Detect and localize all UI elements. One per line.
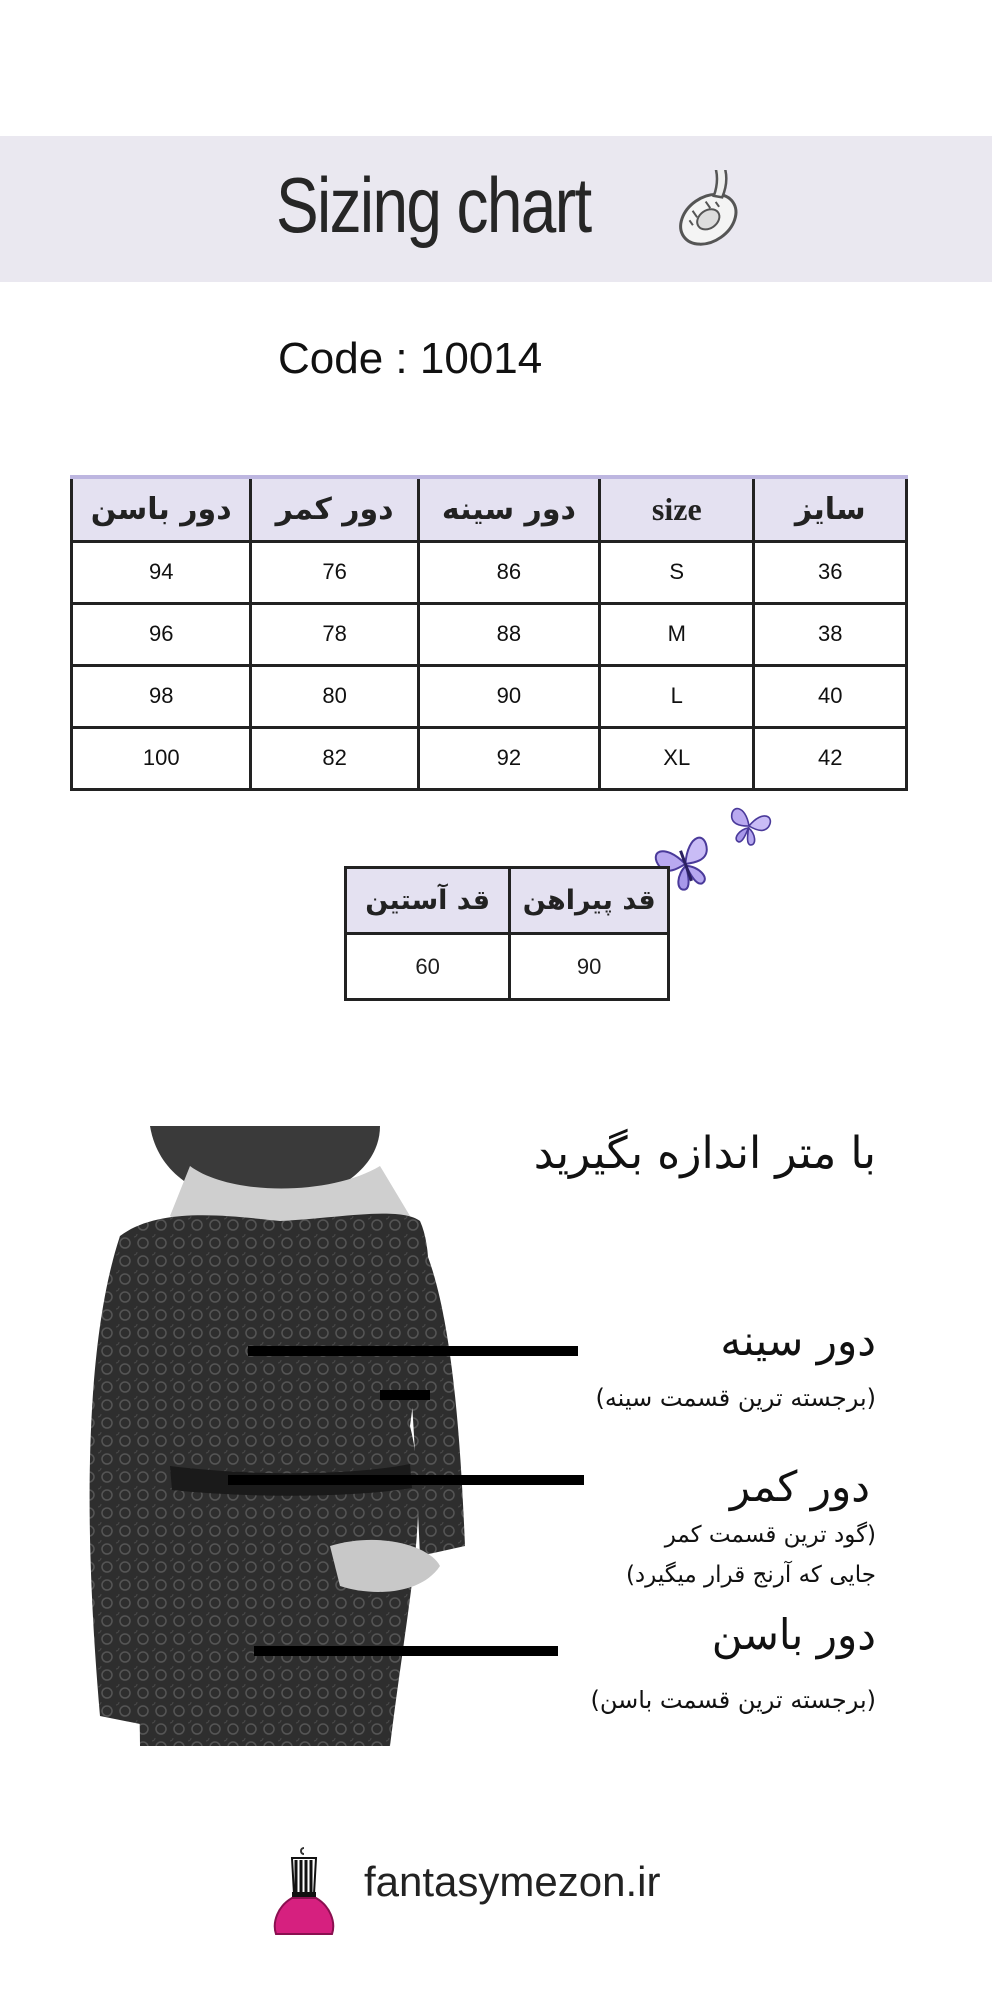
product-code: [278, 334, 542, 384]
cell-waist: 78: [251, 603, 418, 665]
code-label: Code :: [278, 334, 408, 383]
dress-logo-icon: [270, 1844, 338, 1940]
cell-size-number: 42: [754, 727, 907, 789]
header-size-latin: size: [600, 477, 754, 541]
cell-hip: 98: [72, 665, 251, 727]
cell-size-number: 40: [754, 665, 907, 727]
cell-waist: 82: [251, 727, 418, 789]
cell-dress-length: 90: [510, 934, 669, 1000]
bust-note: (برجسته ترین قسمت سینه): [595, 1384, 876, 1412]
header-dress-length: قد پیراهن: [510, 868, 669, 934]
cell-bust: 86: [418, 541, 599, 603]
cell-bust: 90: [418, 665, 599, 727]
header-sleeve-length: قد آستین: [346, 868, 510, 934]
measuring-tape-icon: [660, 170, 752, 262]
size-table-header: [72, 477, 907, 541]
bust-line-short: [380, 1390, 430, 1400]
table-row: [72, 603, 907, 665]
cell-waist: 80: [251, 665, 418, 727]
hip-note: (برجسته ترین قسمت باسن): [590, 1686, 876, 1714]
header-hip: دور باسن: [72, 477, 251, 541]
hip-title: دور باسن: [711, 1610, 876, 1659]
cell-waist: 76: [251, 541, 418, 603]
bust-line: [248, 1346, 578, 1356]
table-row: [346, 934, 669, 1000]
bust-title: دور سینه: [720, 1316, 876, 1365]
cell-bust: 92: [418, 727, 599, 789]
table-row: [72, 541, 907, 603]
cell-size-letter: XL: [600, 727, 754, 789]
cell-hip: 94: [72, 541, 251, 603]
cell-size-letter: S: [600, 541, 754, 603]
cell-size-number: 38: [754, 603, 907, 665]
length-table: [344, 866, 670, 1001]
length-table-header: [346, 868, 669, 934]
header-waist: دور کمر: [251, 477, 418, 541]
waist-title: دور کمر: [729, 1462, 870, 1511]
cell-sleeve-length: 60: [346, 934, 510, 1000]
waist-note: جایی که آرنج قرار میگیرد): [625, 1562, 876, 1588]
cell-size-number: 36: [754, 541, 907, 603]
header-bust: دور سینه: [418, 477, 599, 541]
waist-note: (گود ترین قسمت کمر: [664, 1522, 876, 1548]
waist-line: [228, 1475, 584, 1485]
cell-hip: 96: [72, 603, 251, 665]
table-row: [72, 665, 907, 727]
header-size: سایز: [754, 477, 907, 541]
cell-bust: 88: [418, 603, 599, 665]
size-table: [70, 475, 908, 791]
cell-size-letter: M: [600, 603, 754, 665]
site-url: fantasymezon.ir: [364, 1858, 661, 1905]
measure-heading: با متر اندازه بگیرید: [533, 1128, 876, 1179]
page-title: Sizing chart: [276, 161, 591, 249]
hip-line: [254, 1646, 558, 1656]
cell-hip: 100: [72, 727, 251, 789]
code-value: 10014: [419, 334, 543, 383]
cell-size-letter: L: [600, 665, 754, 727]
table-row: [72, 727, 907, 789]
butterfly-icon: [724, 802, 774, 850]
